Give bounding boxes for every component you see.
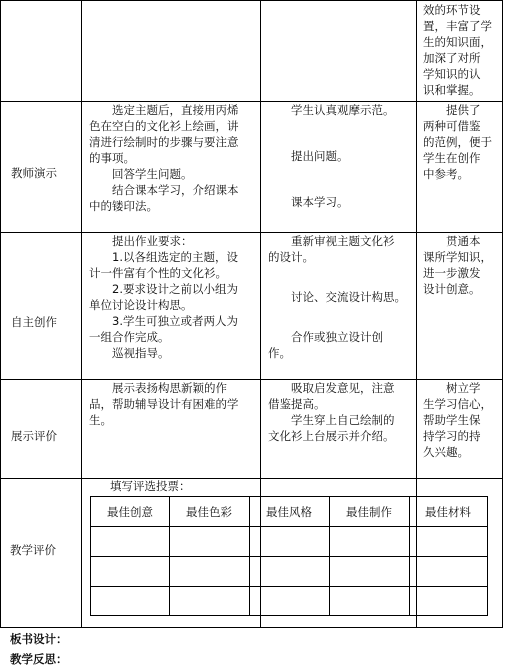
vote-table [90, 496, 488, 616]
intent-line: 两种可借鉴 [423, 119, 481, 133]
intent-line: 中参考。 [423, 167, 469, 181]
vote-row-divider [91, 586, 487, 587]
board-design-label: 板书设计： [10, 632, 68, 646]
intent-line: 加深了对所 [423, 51, 481, 65]
vote-header-best-style: 最佳风格 [266, 504, 312, 519]
showcase-teacher-activity [89, 380, 257, 428]
intent-line: 生的知识面， [423, 35, 492, 49]
teacher-demo-student-activity [268, 102, 414, 210]
intent-line: 久兴趣。 [423, 445, 469, 459]
vote-header-best-material: 最佳材料 [425, 504, 471, 519]
showcase-student-activity [268, 380, 414, 444]
student-line: 的设计。 [268, 250, 314, 264]
row-continued-intent [423, 2, 503, 98]
creation-teacher-activity [89, 233, 257, 361]
intent-line: 进一步激发 [423, 266, 481, 280]
student-line: 吸取启发意见，注意 [291, 381, 395, 395]
intent-line: 学知识的认 [423, 67, 481, 81]
teacher-line: 结合课本学习，介绍课本 [112, 183, 239, 197]
student-line: 借鉴提高。 [268, 397, 326, 411]
vote-header-best-idea: 最佳创意 [107, 504, 153, 519]
teacher-line: 清进行绘制时的步骤与要注意 [89, 135, 239, 149]
student-line: 文化衫上台展示并介绍。 [268, 429, 395, 443]
teacher-line: 计一件富有个性的文化衫。 [89, 266, 227, 280]
teacher-line: 色在空白的文化衫上绘画，讲 [89, 119, 239, 133]
teacher-demo-teacher-activity [89, 102, 257, 214]
showcase-intent [423, 380, 503, 460]
intent-line: 树立学 [446, 381, 481, 395]
intent-line: 效的环节设 [423, 3, 481, 17]
student-line: 讨论、交流设计构思。 [291, 290, 406, 304]
vote-header-best-color: 最佳色彩 [186, 504, 232, 519]
student-line: 重新审视主题文化衫 [291, 234, 395, 248]
teacher-line: 选定主题后，直接用丙烯 [112, 103, 239, 117]
row-label-showcase-evaluation: 展示评价 [11, 429, 57, 443]
intent-line: 贯通本 [446, 234, 481, 248]
teacher-line: 的事项。 [89, 151, 135, 165]
student-line: 学生穿上自己绘制的 [291, 413, 395, 427]
vote-row-divider [91, 526, 487, 527]
intent-line: 生学习信心， [423, 397, 492, 411]
teacher-demo-intent [423, 102, 503, 182]
intent-line: 帮助学生保 [423, 413, 481, 427]
teacher-line: 1.以各组选定的主题，设 [112, 250, 238, 264]
vote-header-best-craft: 最佳制作 [346, 504, 392, 519]
row-label-teacher-demo: 教师演示 [11, 166, 57, 180]
intent-line: 的范例，便于 [423, 135, 492, 149]
intent-line: 提供了 [446, 103, 481, 117]
teacher-line: 提出作业要求： [112, 234, 193, 248]
intent-line: 课所学知识， [423, 250, 492, 264]
teacher-line: 3.学生可独立或者两人为 [112, 314, 238, 328]
row-label-independent-creation: 自主创作 [11, 315, 57, 329]
vote-instruction: 填写评选投票： [110, 479, 191, 493]
intent-line: 设计创意。 [423, 282, 481, 296]
intent-line: 置，丰富了学 [423, 19, 492, 33]
teacher-line: 展示表扬构思新颖的作 [112, 381, 227, 395]
intent-line: 持学习的持 [423, 429, 481, 443]
teacher-line: 中的镂印法。 [89, 199, 158, 213]
student-line: 学生认真观摩示范。 [291, 103, 395, 117]
teacher-line: 单位讨论设计构思。 [89, 298, 193, 312]
teacher-line: 2.要求设计之前以小组为 [112, 282, 238, 296]
creation-intent [423, 233, 503, 297]
student-line: 作。 [268, 346, 291, 360]
creation-student-activity [268, 233, 414, 361]
teacher-line: 品，帮助辅导设计有困难的学 [89, 397, 239, 411]
teacher-line: 生。 [89, 413, 112, 427]
student-line: 提出问题。 [291, 149, 349, 163]
intent-line: 学生在创作 [423, 151, 481, 165]
student-line: 合作或独立设计创 [291, 330, 383, 344]
column-divider [81, 1, 82, 627]
reflection-label: 教学反思： [10, 652, 68, 666]
teacher-line: 回答学生问题。 [112, 167, 193, 181]
row-label-teaching-evaluation: 教学评价 [10, 543, 56, 557]
intent-line: 识和掌握。 [423, 83, 481, 97]
student-line: 课本学习。 [291, 195, 349, 209]
vote-row-divider [91, 556, 487, 557]
teacher-line: 一组合作完成。 [89, 330, 170, 344]
teacher-line: 巡视指导。 [112, 346, 170, 360]
